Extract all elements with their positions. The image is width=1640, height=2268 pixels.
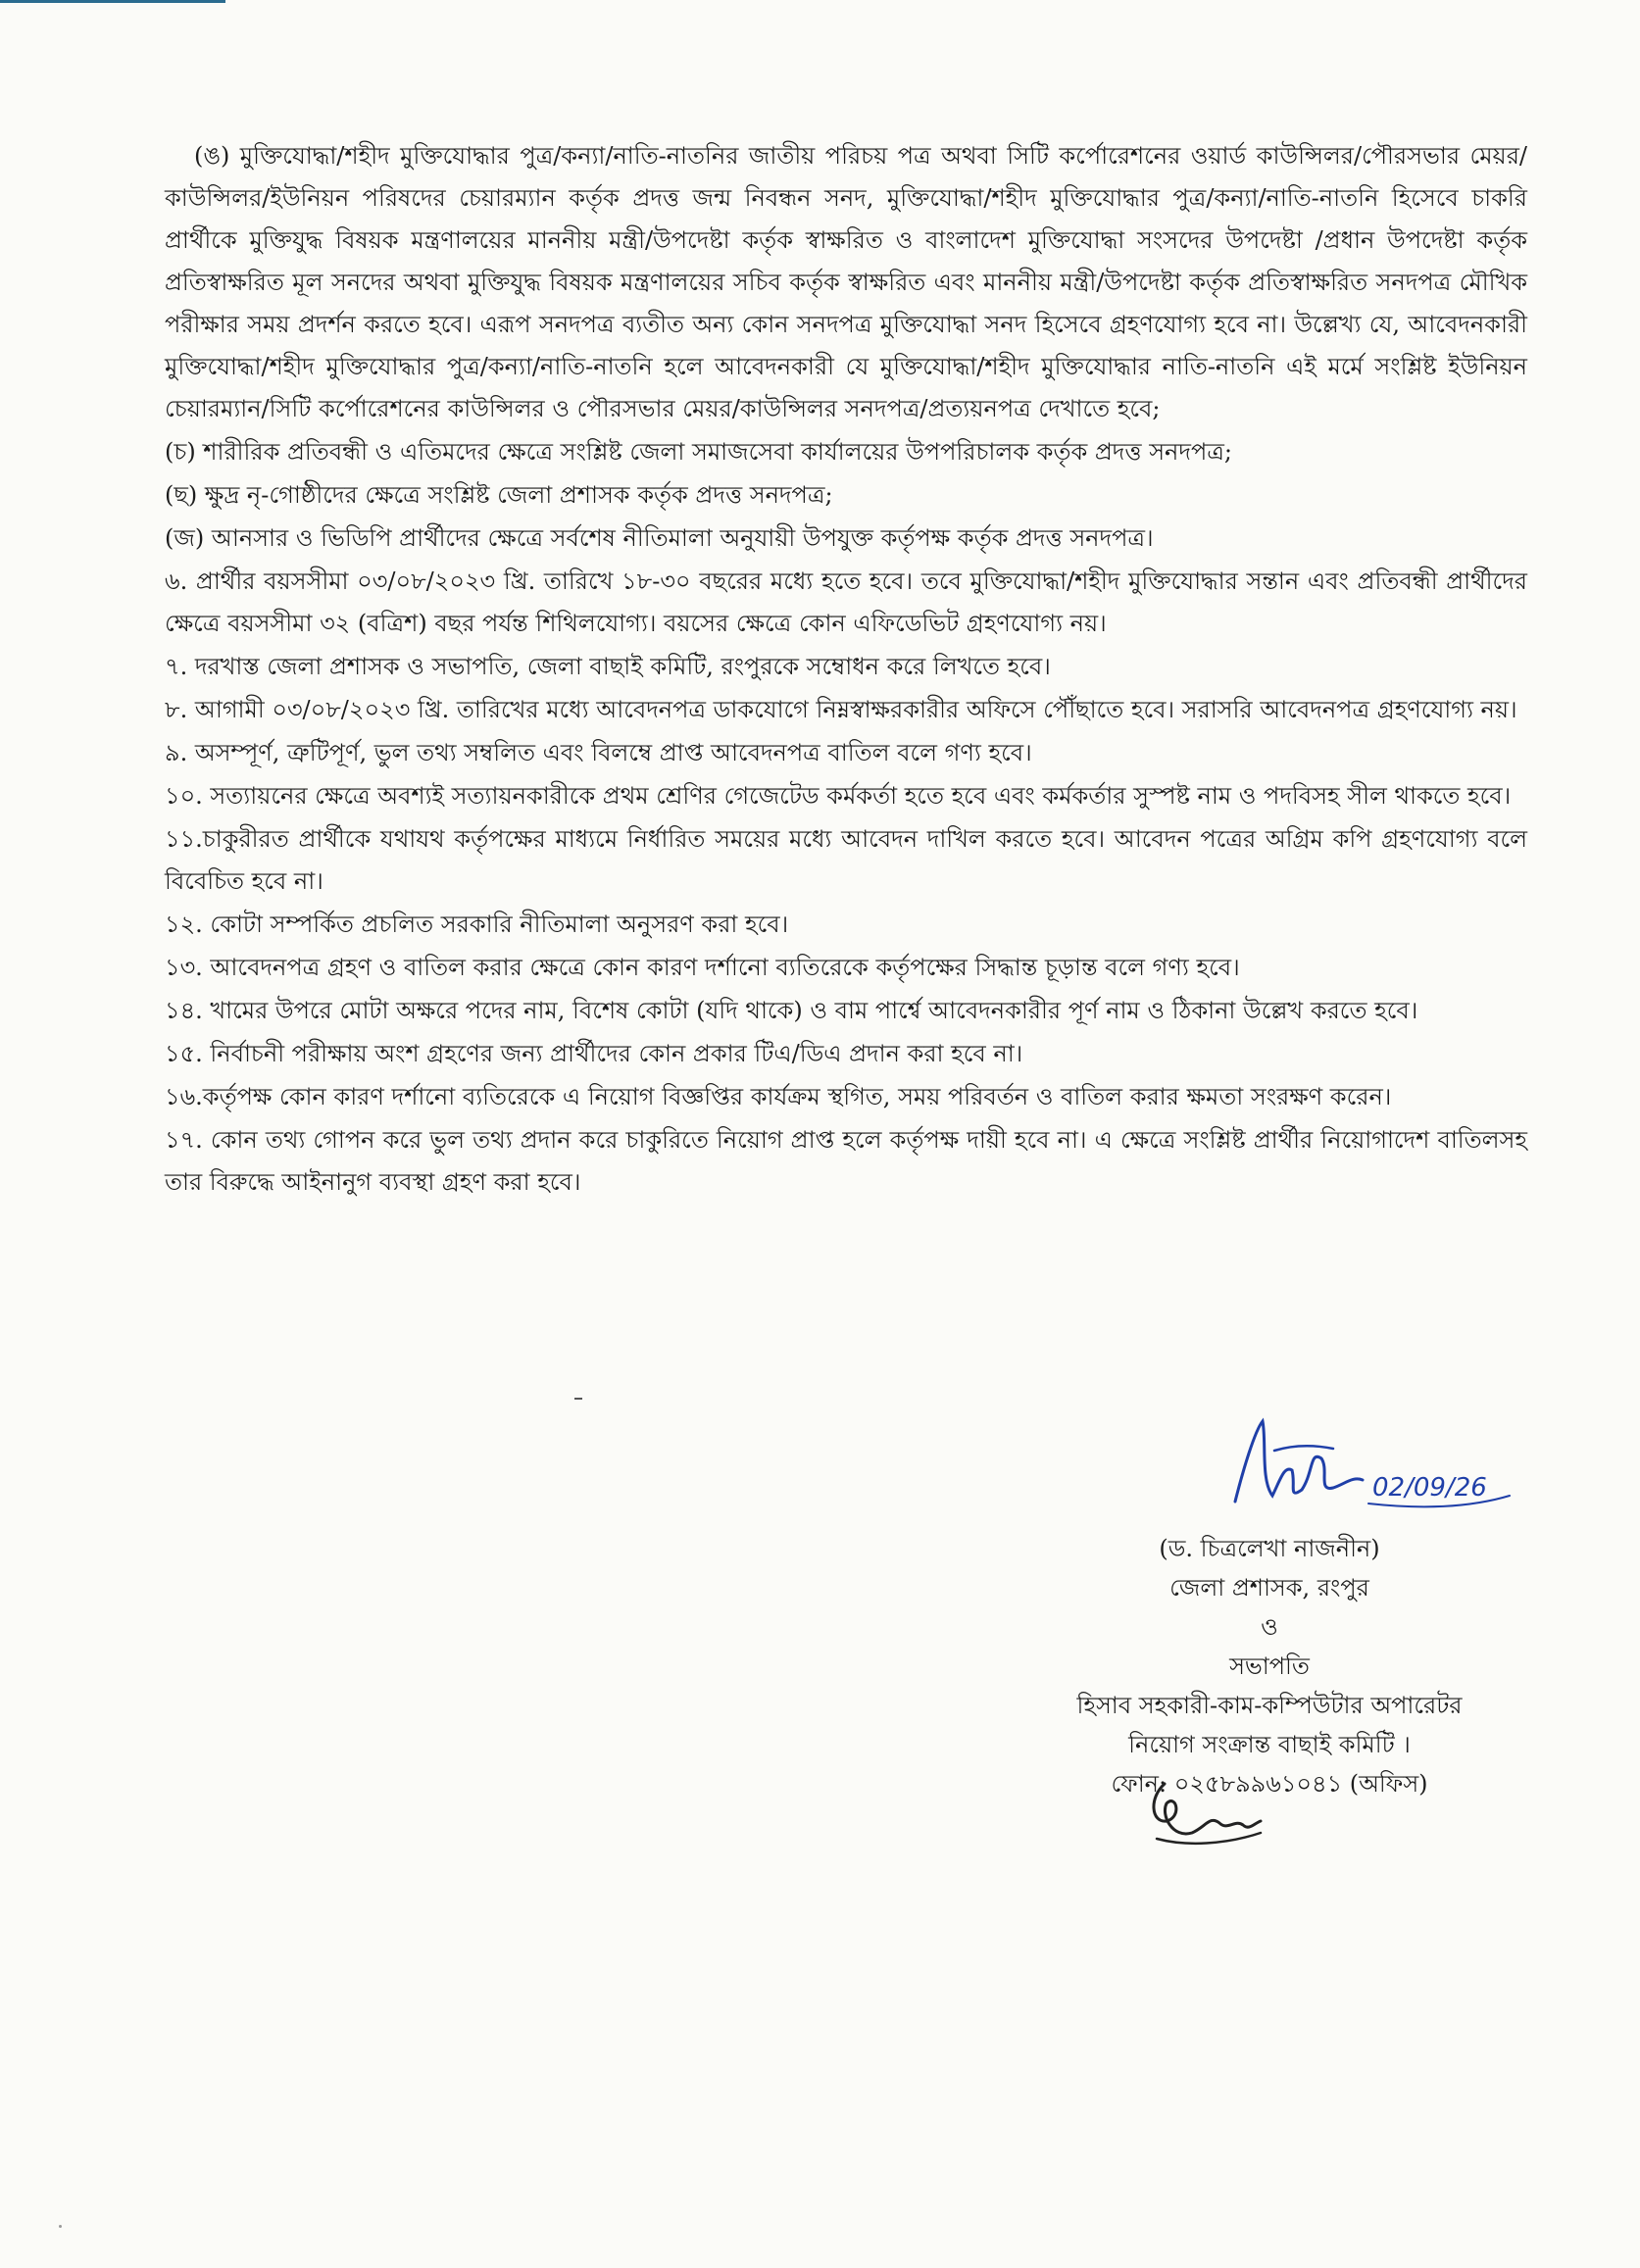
paragraph-cha: (চ) শারীরিক প্রতিবন্ধী ও এতিমদের ক্ষেত্রে সংশ্লিষ্ট জেলা সমাজসেবা কার্যালয়ের উপপরিচালক কর্তৃক প্রদত্ত সনদপত্র; — [165, 438, 1232, 466]
handwritten-initial — [1137, 1764, 1274, 1852]
paragraph-12-quota: ১২. কোটা সম্পর্কিত প্রচলিত সরকারি নীতিমালা অনুসরণ করা হবে। — [165, 911, 789, 938]
paragraph-8-deadline: ৮. আগামী ০৩/০৮/২০২৩ খ্রি. তারিখের মধ্যে আবেদনপত্র ডাকযোগে নিম্নস্বাক্ষরকারীর অফিসে পৌঁছাতে হবে। সরাসরি আবেদনপত্র গ্রহণযোগ্য নয়। — [165, 696, 1517, 723]
scan-artifact-dot — [59, 2225, 62, 2228]
paragraph-9-rejection: ৯. অসম্পূর্ণ, ত্রুটিপূর্ণ, ভুল তথ্য সম্বলিত এবং বিলম্বে প্রাপ্ত আবেদনপত্র বাতিল বলে গণ্য হবে। — [165, 739, 1032, 766]
paragraph-chha: (ছ) ক্ষুদ্র নৃ-গোষ্ঠীদের ক্ষেত্রে সংশ্লিষ্ট জেলা প্রশাসক কর্তৃক প্রদত্ত সনদপত্র; — [165, 481, 833, 509]
committee-line-1: হিসাব সহকারী-কাম-কম্পিউটার অপারেটর — [1076, 1692, 1463, 1719]
paragraph-ja: (জ) আনসার ও ভিডিপি প্রার্থীদের ক্ষেত্রে সর্বশেষ নীতিমালা অনুযায়ী উপযুক্ত কর্তৃপক্ষ কর্তৃক প্রদত্ত সনদপত্র। — [165, 524, 1154, 552]
paragraph-15-ta-da: ১৫. নির্বাচনী পরীক্ষায় অংশ গ্রহণের জন্য প্রার্থীদের কোন প্রকার টিএ/ডিএ প্রদান করা হবে না। — [165, 1040, 1023, 1067]
document-body — [165, 135, 1527, 1205]
paragraph-11-employed: ১১.চাকুরীরত প্রার্থীকে যথাযথ কর্তৃপক্ষের মাধ্যমে নির্ধারিত সময়ের মধ্যে আবেদন দাখিল করতে হবে। আবেদন পত্রের অগ্রিম কপি গ্রহণযোগ্য বলে বিবেচিত হবে না। — [165, 825, 1527, 895]
paragraph-7-address: ৭. দরখাস্ত জেলা প্রশাসক ও সভাপতি, জেলা বাছাই কমিটি, রংপুরকে সম্বোধন করে লিখতে হবে। — [165, 653, 1051, 680]
signatory-name: (ড. চিত্রলেখা নাজনীন) — [1159, 1535, 1380, 1562]
handwritten-signature — [1216, 1411, 1529, 1519]
scan-artifact — [574, 1398, 582, 1400]
paragraph-10-attestation: ১০. সত্যায়নের ক্ষেত্রে অবশ্যই সত্যায়নকারীকে প্রথম শ্রেণির গেজেটেড কর্মকর্তা হতে হবে এবং কর্মকর্তার সুস্পষ্ট নাম ও পদবিসহ সীল থাকতে হবে। — [165, 782, 1512, 810]
scan-edge-mark — [0, 0, 225, 3]
signatory-designation: জেলা প্রশাসক, রংপুর — [1169, 1574, 1369, 1602]
paragraph-14-envelope: ১৪. খামের উপরে মোটা অক্ষরে পদের নাম, বিশেষ কোটা (যদি থাকে) ও বাম পার্শ্বে আবেদনকারীর পূর্ণ নাম ও ঠিকানা উল্লেখ করতে হবে। — [165, 997, 1418, 1024]
paragraph-17-false-info: ১৭. কোন তথ্য গোপন করে ভুল তথ্য প্রদান করে চাকুরিতে নিয়োগ প্রাপ্ত হলে কর্তৃপক্ষ দায়ী হবে না। এ ক্ষেত্রে সংশ্লিষ্ট প্রার্থীর নিয়োগাদেশ বাতিলসহ তার বিরুদ্ধে আইনানুগ ব্যবস্থা গ্রহণ করা হবে। — [165, 1126, 1527, 1196]
paragraph-13-decision: ১৩. আবেদনপত্র গ্রহণ ও বাতিল করার ক্ষেত্রে কোন কারণ দর্শানো ব্যতিরেকে কর্তৃপক্ষের সিদ্ধান্ত চূড়ান্ত বলে গণ্য হবে। — [165, 954, 1240, 981]
paragraph-uma: (ঙ) মুক্তিযোদ্ধা/শহীদ মুক্তিযোদ্ধার পুত্র/কন্যা/নাতি-নাতনির জাতীয় পরিচয় পত্র অথবা সিটি কর্পোরেশনের ওয়ার্ড কাউন্সিলর/পৌরসভার মেয়র/কাউন্সিলর/ইউনিয়ন পরিষদের চেয়ারম্যান কর্তৃক প্রদত্ত জন্ম নিবন্ধন সনদ, মুক্তিযোদ্ধা/শহীদ মুক্তিযোদ্ধার পুত্র/কন্যা/নাতি-নাতনি হিসেবে চাকরি প্রার্থীকে মুক্তিযুদ্ধ বিষয়ক মন্ত্রণালয়ের মাননীয় মন্ত্রী/উপদেষ্টা কর্তৃক স্বাক্ষরিত ও বাংলাদেশ মুক্তিযোদ্ধা সংসদের উপদেষ্টা /প্রধান উপদেষ্টা কর্তৃক প্রতিস্বাক্ষরিত মূল সনদের অথবা মুক্তিযুদ্ধ বিষয়ক মন্ত্রণালয়ের সচিব কর্তৃক স্বাক্ষরিত এবং মাননীয় মন্ত্রী/উপদেষ্টা কর্তৃক প্রতিস্বাক্ষরিত সনদপত্র মৌখিক পরীক্ষার সময় প্রদর্শন করতে হবে। এরূপ সনদপত্র ব্যতীত অন্য কোন সনদপত্র মুক্তিযোদ্ধা সনদ হিসেবে গ্রহণযোগ্য হবে না। উল্লেখ্য যে, আবেদনকারী মুক্তিযোদ্ধা/শহীদ মুক্তিযোদ্ধার পুত্র/কন্যা/নাতি-নাতনি হলে আবেদনকারী যে মুক্তিযোদ্ধা/শহীদ মুক্তিযোদ্ধার নাতি-নাতনি এই মর্মে সংশ্লিষ্ট ইউনিয়ন চেয়ারম্যান/সিটি কর্পোরেশনের কাউন্সিলর ও পৌরসভার মেয়র/কাউন্সিলর সনদপত্র/প্রত্যয়নপত্র দেখাতে হবে; — [165, 142, 1527, 422]
paragraph-16-authority: ১৬.কর্তৃপক্ষ কোন কারণ দর্শানো ব্যতিরেকে এ নিয়োগ বিজ্ঞপ্তির কার্যক্রম স্থগিত, সময় পরিবর্তন ও বাতিল করার ক্ষমতা সংরক্ষণ করেন। — [165, 1083, 1392, 1110]
committee-line-2: নিয়োগ সংক্রান্ত বাছাই কমিটি । — [1128, 1731, 1411, 1758]
office-phone: ফোন: ০২৫৮৯৯৬১০৪১ (অফিস) — [1111, 1770, 1428, 1798]
signatory-block — [1039, 1529, 1500, 1803]
signature-date: 02/09/26 — [1372, 1473, 1487, 1503]
signatory-role: সভাপতি — [1229, 1652, 1310, 1680]
paragraph-6-age-limit: ৬. প্রার্থীর বয়সসীমা ০৩/০৮/২০২৩ খ্রি. তারিখে ১৮-৩০ বছরের মধ্যে হতে হবে। তবে মুক্তিযোদ্ধা/শহীদ মুক্তিযোদ্ধার সন্তান এবং প্রতিবন্ধী প্রার্থীদের ক্ষেত্রে বয়সসীমা ৩২ (বত্রিশ) বছর পর্যন্ত শিথিলযোগ্য। বয়সের ক্ষেত্রে কোন এফিডেভিট গ্রহণযোগ্য নয়। — [165, 567, 1527, 637]
signatory-conjunction: ও — [1261, 1613, 1278, 1641]
